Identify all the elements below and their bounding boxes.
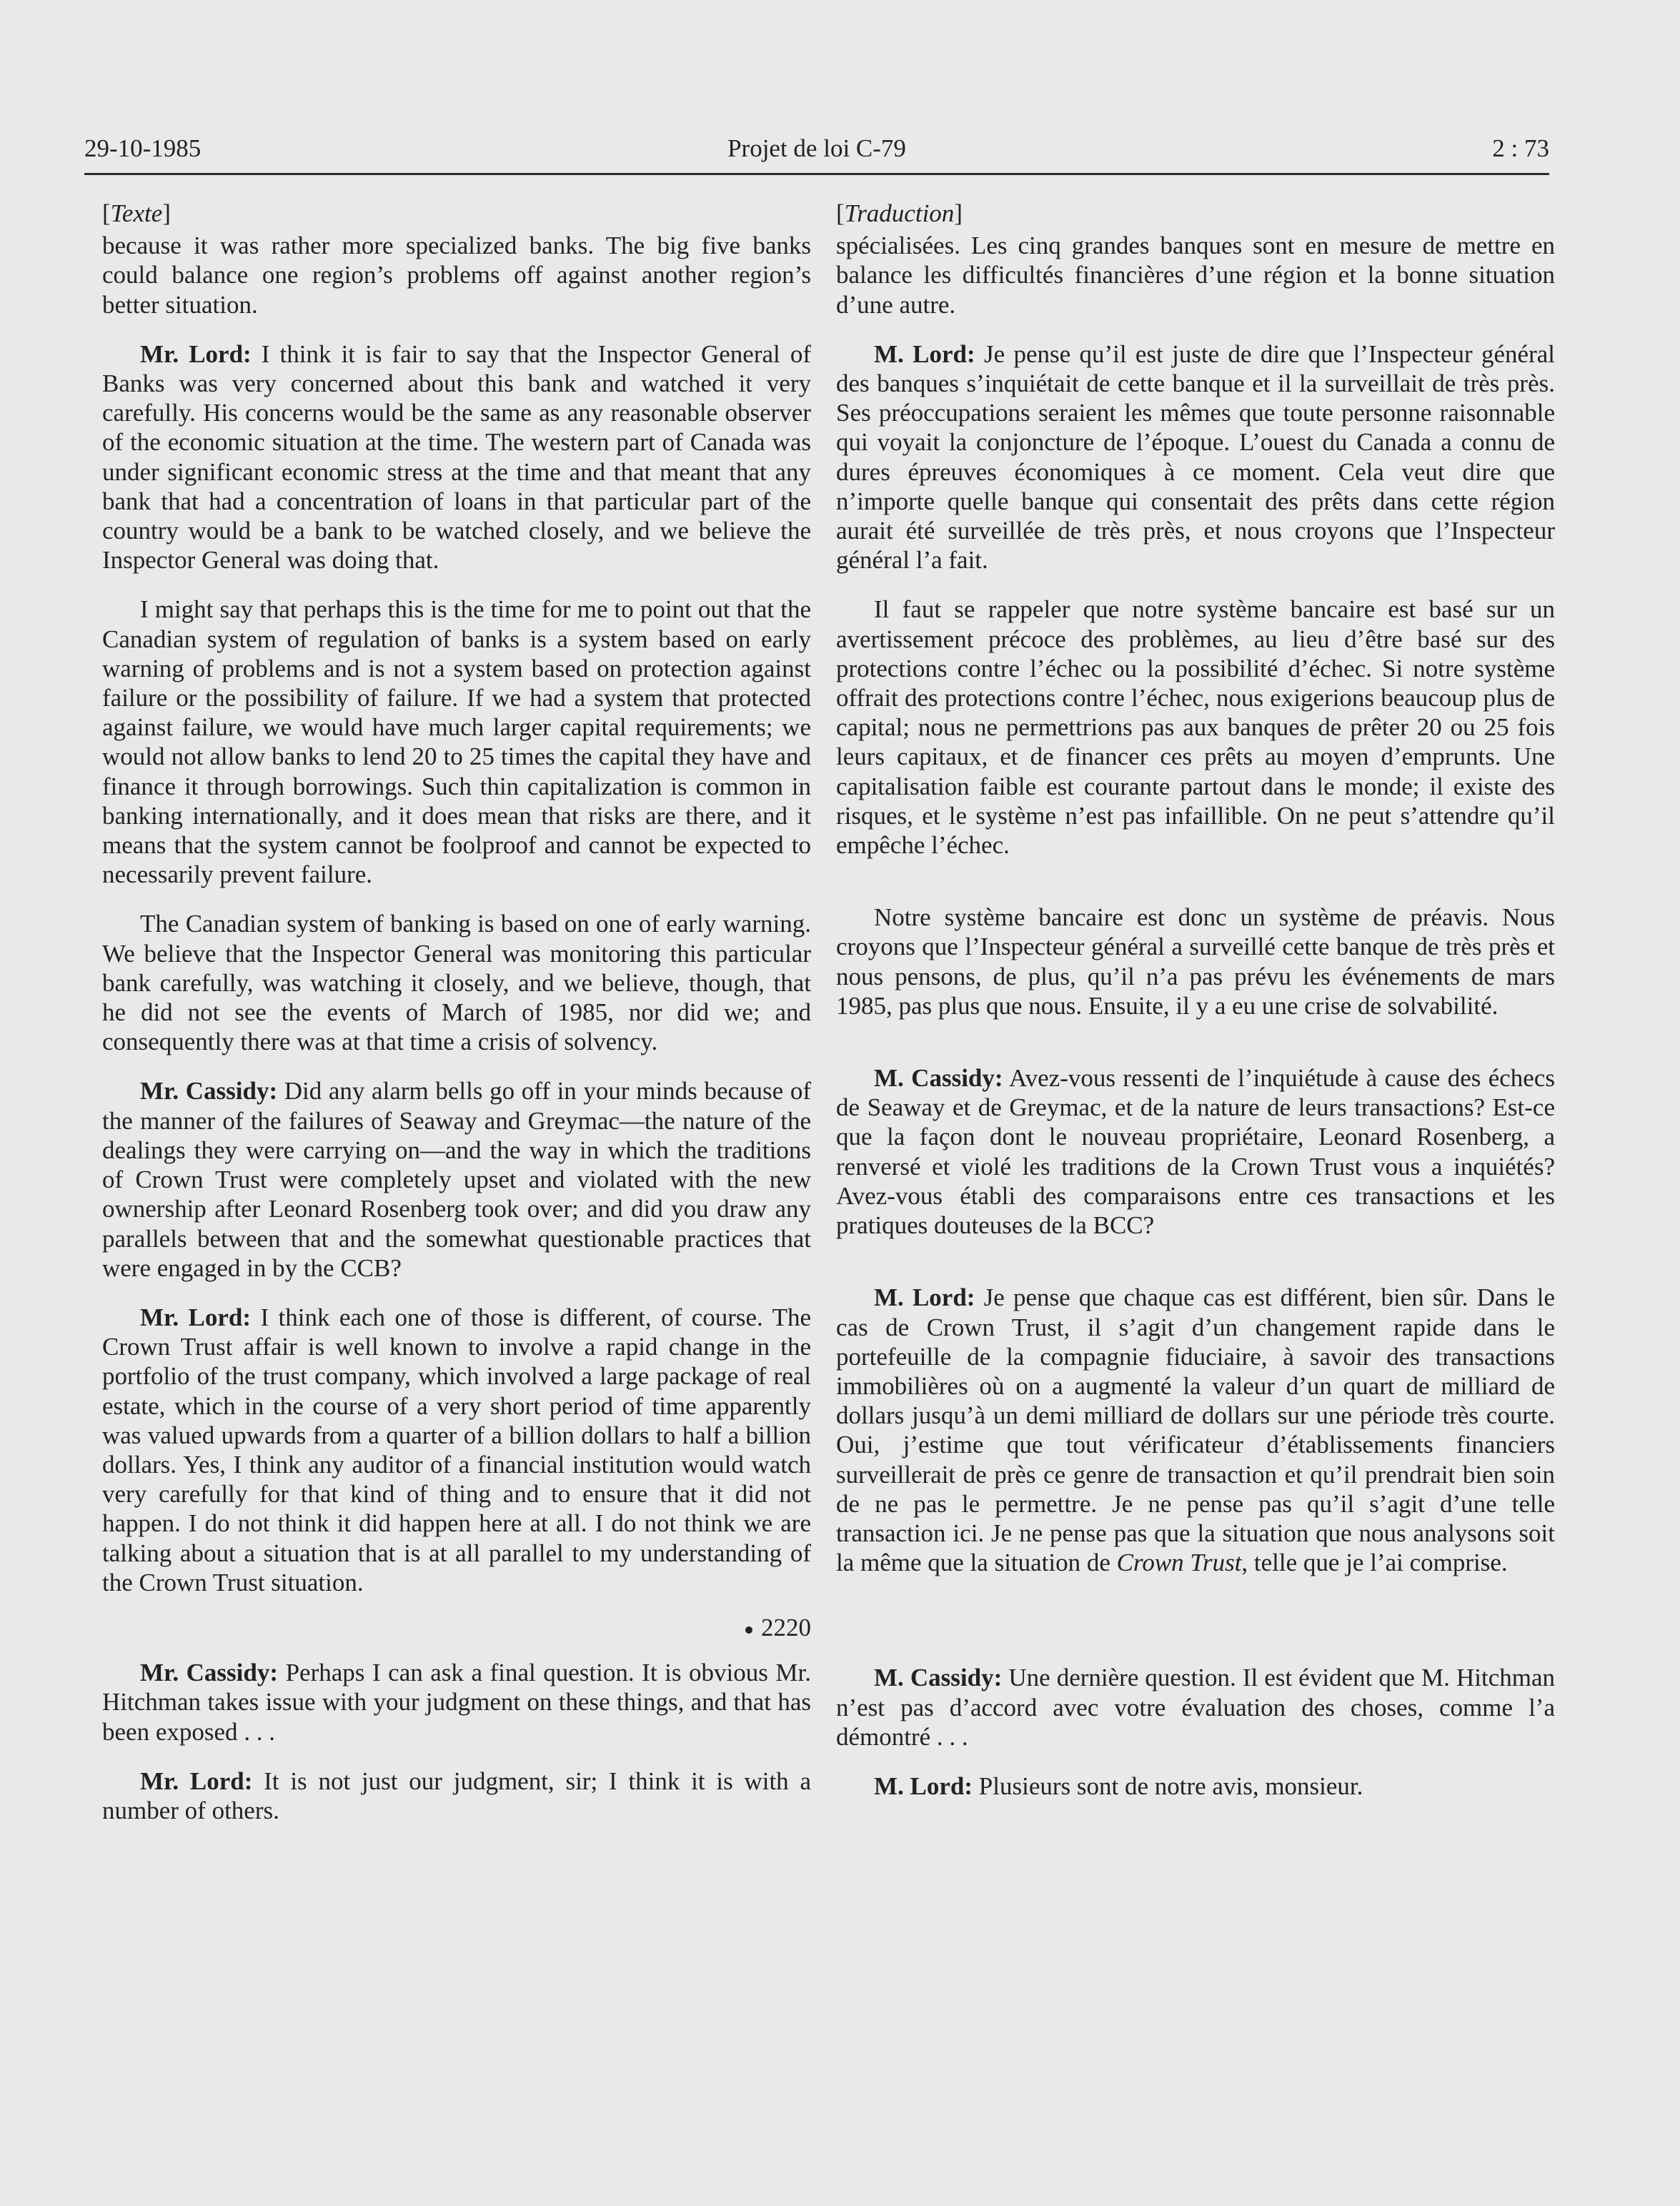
paragraph: Mr. Cassidy: Perhaps I can ask a final question. It is obvious Mr. Hitchman takes issue with your judgment on these things, and that has been exposed . . .: [102, 1659, 811, 1746]
speaker-name: Mr. Lord:: [140, 339, 252, 368]
header-page-number: 2 : 73: [1492, 134, 1549, 162]
speaker-name: M. Lord:: [874, 1772, 973, 1800]
speaker-name: Mr. Cassidy:: [140, 1077, 278, 1106]
paragraph: Notre système bancaire est donc un système de préavis. Nous croyons que l’Inspecteur général a surveillé cette banque de très près et nous pensons, de plus, qu’il n’a pas prévu les événements de mars 1985, pas plus que nous. Ensuite, il y a eu une crise de solvabilité.: [836, 903, 1555, 1020]
page-header: [84, 129, 1549, 175]
speaker-name: M. Lord:: [874, 339, 975, 368]
speaker-name: Mr. Lord:: [140, 1303, 252, 1331]
speaker-name: Mr. Cassidy:: [140, 1659, 279, 1687]
speaker-name: M. Cassidy:: [874, 1064, 1003, 1093]
english-column: [102, 199, 811, 1825]
bullet-icon: [745, 1626, 752, 1634]
header-title: Projet de loi C-79: [727, 134, 906, 162]
paragraph: Il faut se rappeler que notre système bancaire est basé sur un avertissement précoce des problèmes, au lieu d’être basé sur des protections contre l’échec ou la possibilité d’échec. Si notre système offrait des protections contre l’échec, nous exigerions beaucoup plus de capital; nous ne permettrions pas aux banques de prêter 20 ou 25 fois leurs capitaux, et de financer ces prêts au moyen d’emprunts. Une capitalisation faible est courante partout dans le monde; il existe des risques, et le système n’est pas infaillible. On ne peut s’attendre qu’il empêche l’échec.: [836, 595, 1555, 860]
paragraph: because it was rather more specialized banks. The big five banks could balance one region’s problems off against another region’s better situation.: [102, 232, 811, 319]
paragraph: Mr. Cassidy: Did any alarm bells go off in your minds because of the manner of the failures of Seaway and Greymac—the nature of the dealings they were carrying on—and the way in which the traditions of Crown Trust were completely upset and violated with the new ownership after Leonard Rosenberg took over; and did you draw any parallels between that and the somewhat questionable practices that were engaged in by the CCB?: [102, 1077, 811, 1282]
paragraph: M. Lord: Plusieurs sont de notre avis, monsieur.: [874, 1772, 1363, 1800]
paragraph: M. Lord: Je pense que chaque cas est différent, bien sûr. Dans le cas de Crown Trust, il s’agit d’un changement rapide dans le portefeuille de la compagnie fiduciaire, à savoir des transactions immobilières où on a augmenté la valeur d’un quart de milliard de dollars jusqu’à un demi milliard de dollars sur une période très courte. Oui, j’estime que tout vérificateur d’établissements financiers surveillerait de près ce genre de transaction et qu’il prendrait bien soin de ne pas le permettre. Je ne pense pas qu’il s’agit d’une telle transaction ici. Je ne pense pas que la situation que nous analysons soit la même que la situation de Crown Trust, telle que je l’ai comprise.: [836, 1283, 1555, 1577]
paragraph: The Canadian system of banking is based on one of early warning. We believe that the Inspector General was monitoring this particular bank carefully, was watching it closely, and we believe, though, that he did not see the events of March of 1985, nor did we; and consequently there was at that time a crisis of solvency.: [102, 910, 811, 1056]
translation-marker: [Traduction]: [836, 199, 963, 227]
paragraph: M. Lord: Je pense qu’il est juste de dire que l’Inspecteur général des banques s’inquiétait de cette banque et il la surveillait de très près. Ses préoccupations seraient les mêmes que toute personne raisonnable qui voyait la conjoncture de l’époque. L’ouest du Canada a connu de dures épreuves économiques à ce moment. Cela veut dire que n’importe quelle banque qui consentait des prêts dans cette région aurait été surveillée de très près, et nous croyons que l’Inspecteur général l’a fait.: [836, 339, 1555, 575]
paragraph: I might say that perhaps this is the time for me to point out that the Canadian system of regulation of banks is a system based on early warning of problems and is not a system based on protection against failure or the possibility of failure. If we had a system that protected against failure, we would have much larger capital requirements; we would not allow banks to lend 20 to 25 times the capital they have and finance it through borrowings. Such thin capitalization is common in banking internationally, and it does mean that risks are there, and it means that the system cannot be foolproof and cannot be expected to necessarily prevent failure.: [102, 595, 811, 889]
speaker-name: M. Lord:: [874, 1283, 975, 1312]
header-date: 29-10-1985: [84, 134, 202, 162]
timestamp: 2220: [102, 1613, 811, 1642]
paragraph: Mr. Lord: I think it is fair to say that the Inspector General of Banks was very concerned about this bank and watched it very carefully. His concerns would be the same as any reasonable observer of the economic situation at the time. The western part of Canada was under significant economic stress at the time and that meant that any bank that had a concentration of loans in that particular part of the country would be a bank to be watched closely, and we believe the Inspector General was doing that.: [102, 339, 811, 575]
paragraph: Mr. Lord: It is not just our judgment, sir; I think it is with a number of others.: [102, 1767, 811, 1824]
speaker-name: M. Cassidy:: [874, 1664, 1003, 1692]
speaker-name: Mr. Lord:: [140, 1767, 253, 1795]
paragraph: M. Cassidy: Une dernière question. Il est évident que M. Hitchman n’est pas d’accord avec votre évaluation des choses, comme l’a démontré . . .: [836, 1664, 1555, 1751]
text-marker: [Texte]: [102, 199, 171, 227]
paragraph: M. Cassidy: Avez-vous ressenti de l’inquiétude à cause des échecs de Seaway et de Greymac, et de la nature de leurs transactions? Est-ce que la façon dont le nouveau propriétaire, Leonard Rosenberg, a renversé et violé les traditions de la Crown Trust vous a inquiétés? Avez-vous établi des comparaisons entre ces transactions et les pratiques douteuses de la BCC?: [836, 1064, 1555, 1240]
french-column: [836, 199, 1555, 1801]
paragraph: Mr. Lord: I think each one of those is different, of course. The Crown Trust affair is well known to involve a rapid change in the portfolio of the trust company, which involved a large package of real estate, which in the course of a very short period of time apparently was valued upwards from a quarter of a billion dollars to half a billion dollars. Yes, I think any auditor of a financial institution would watch very carefully for that kind of thing and to ensure that it did not happen. I do not think it did happen here at all. I do not think we are talking about a situation that is at all parallel to my understanding of the Crown Trust situation.: [102, 1303, 811, 1596]
paragraph: spécialisées. Les cinq grandes banques sont en mesure de mettre en balance les difficultés financières d’une région et la bonne situation d’une autre.: [836, 232, 1555, 319]
